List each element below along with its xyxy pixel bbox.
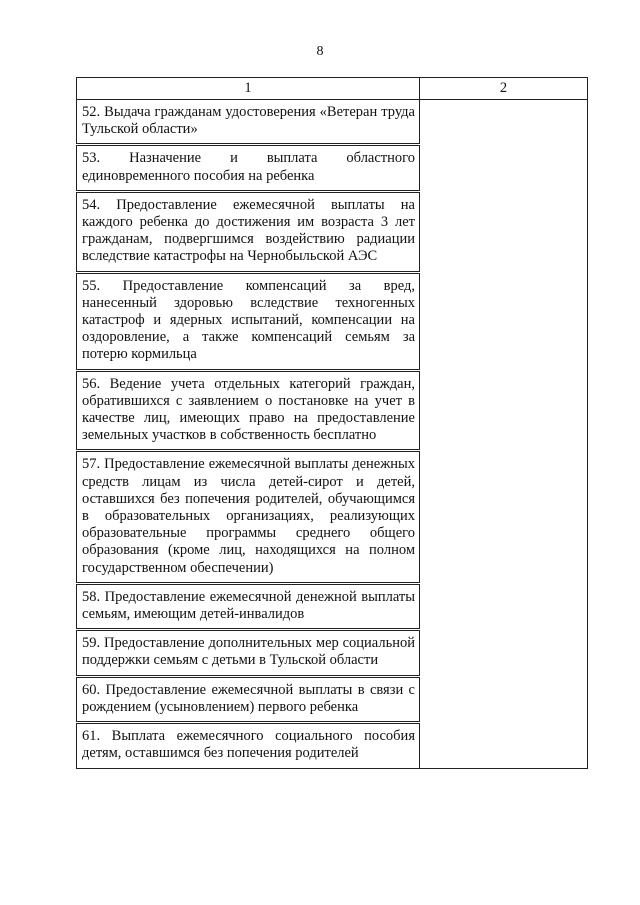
service-item-59: 59. Предоставление дополнительных мер социальной поддержки семьям с детьми в Тульской области <box>77 630 420 676</box>
column-header-1: 1 <box>77 78 420 100</box>
service-item-56: 56. Ведение учета отдельных категорий граждан, обратившихся с заявлением о постановке на учет в качестве лиц, имеющих право на предоставление земельных участков в собственность бесплатно <box>77 370 420 451</box>
services-table <box>76 77 588 769</box>
service-item-61: 61. Выплата ежемесячного социального пособия детям, оставшимся без попечения родителей <box>77 723 420 768</box>
service-item-53: 53. Назначение и выплата областного единовременного пособия на ребенка <box>77 145 420 191</box>
service-item-55: 55. Предоставление компенсаций за вред, нанесенный здоровью вследствие техногенных катастроф и ядерных испытаний, компенсации на оздоровление, а также компенсаций семьям за потерю кормильца <box>77 272 420 370</box>
column-header-2: 2 <box>420 78 588 100</box>
page-number: 8 <box>316 44 324 59</box>
column-2-cell <box>420 100 588 769</box>
service-item-54: 54. Предоставление ежемесячной выплаты на каждого ребенка до достижения им возраста 3 лет гражданам, подвергшимся воздействию радиации вследствие катастрофы на Чернобыльской АЭС <box>77 191 420 272</box>
service-item-60: 60. Предоставление ежемесячной выплаты в связи с рождением (усыновлением) первого ребенка <box>77 676 420 722</box>
table-row <box>77 100 588 145</box>
service-item-52: 52. Выдача гражданам удостоверения «Ветеран труда Тульской области» <box>77 100 420 145</box>
table-header-row <box>77 78 588 100</box>
service-item-58: 58. Предоставление ежемесячной денежной выплаты семьям, имеющим детей-инвалидов <box>77 583 420 629</box>
service-item-57: 57. Предоставление ежемесячной выплаты денежных средств лицам из числа детей-сирот и детей, оставшихся без попечения родителей, обучающимся в образовательных организациях, реализующих образовательные программы среднего общего образования (кроме лиц, находящихся на полном государственном обеспечении) <box>77 451 420 583</box>
